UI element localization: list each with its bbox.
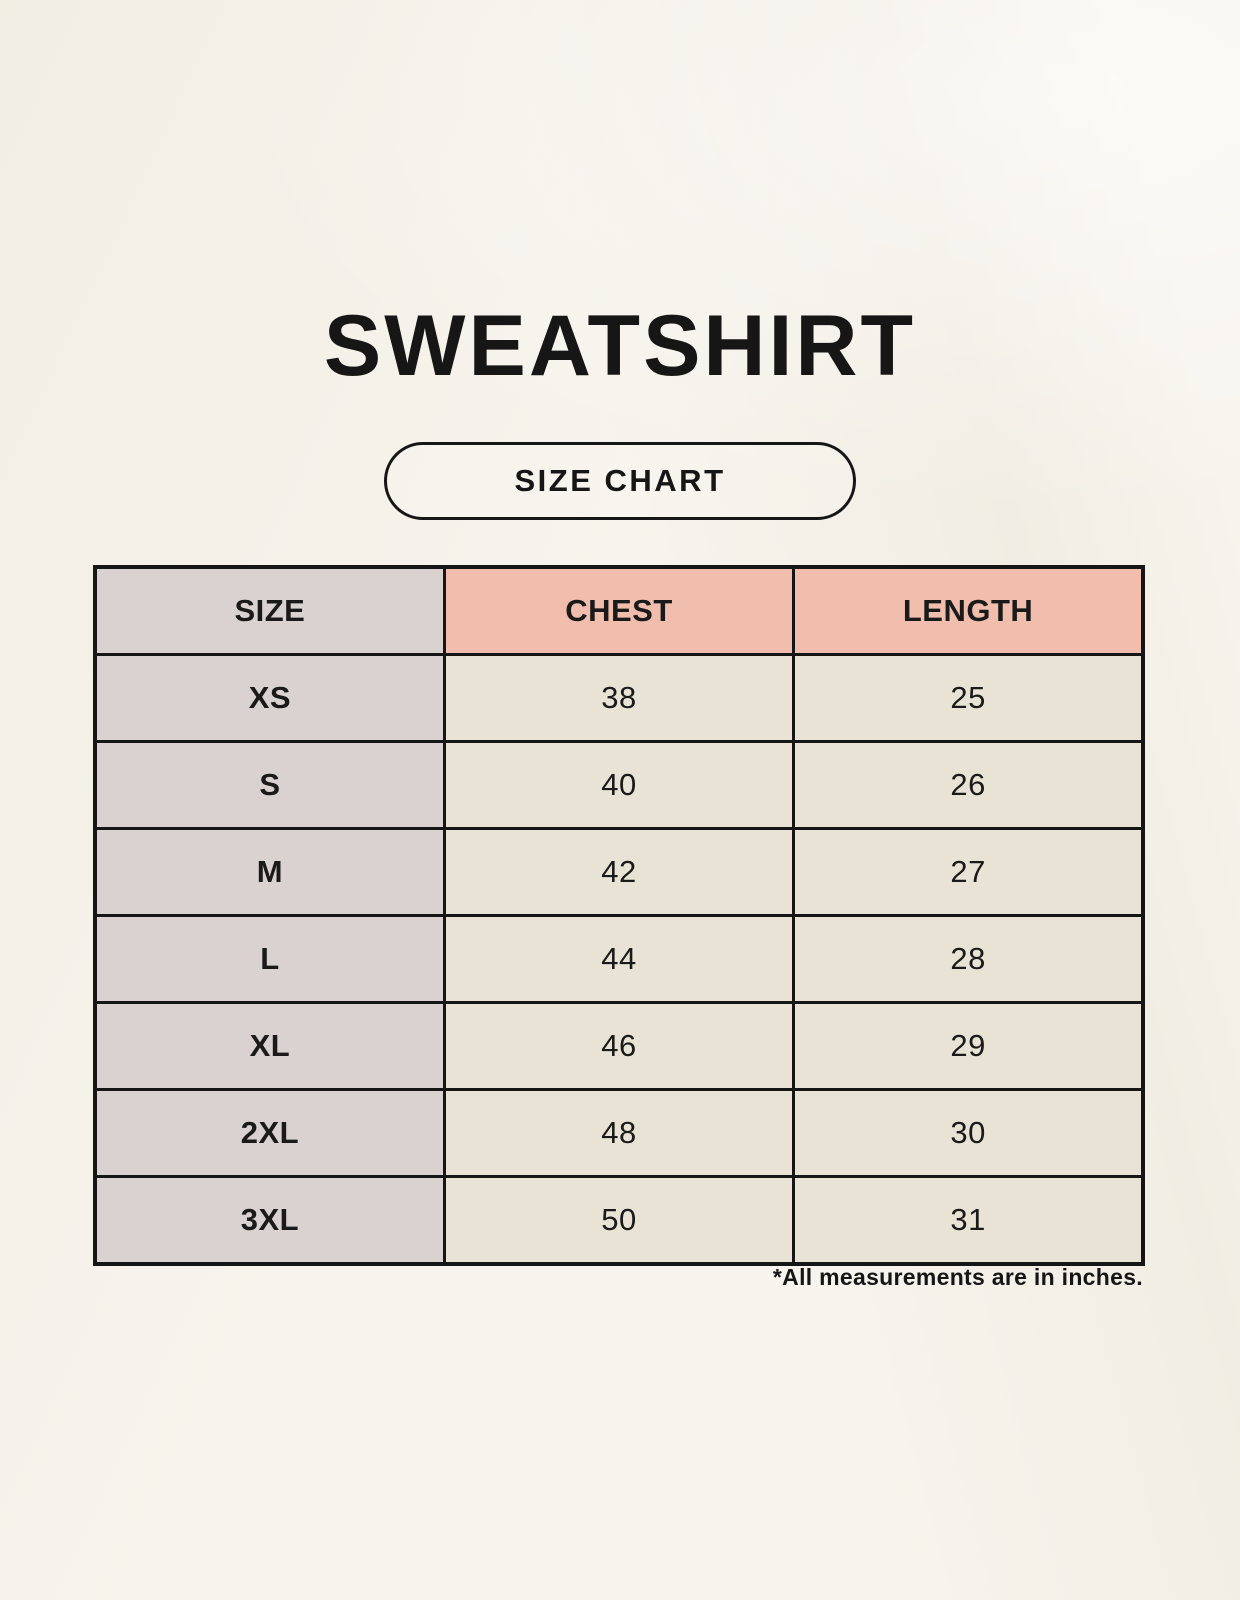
chest-value-cell: 50 <box>444 1177 793 1265</box>
length-value-cell: 30 <box>794 1090 1143 1177</box>
chest-value-cell: 48 <box>444 1090 793 1177</box>
chest-value-cell: 44 <box>444 916 793 1003</box>
table-row <box>95 655 1143 742</box>
size-label-cell: M <box>95 829 444 916</box>
table-header-row <box>95 567 1143 655</box>
length-value-cell: 29 <box>794 1003 1143 1090</box>
size-label-cell: 3XL <box>95 1177 444 1265</box>
size-label-cell: XS <box>95 655 444 742</box>
table-row <box>95 742 1143 829</box>
table-row <box>95 916 1143 1003</box>
measurements-note: *All measurements are in inches. <box>772 1264 1143 1290</box>
size-label-cell: 2XL <box>95 1090 444 1177</box>
column-header-chest: CHEST <box>444 567 793 655</box>
column-header-length: LENGTH <box>794 567 1143 655</box>
length-value-cell: 28 <box>794 916 1143 1003</box>
size-label-cell: L <box>95 916 444 1003</box>
chest-value-cell: 40 <box>444 742 793 829</box>
length-value-cell: 27 <box>794 829 1143 916</box>
table-row <box>95 1177 1143 1265</box>
length-value-cell: 31 <box>794 1177 1143 1265</box>
column-header-size: SIZE <box>95 567 444 655</box>
chest-value-cell: 42 <box>444 829 793 916</box>
chest-value-cell: 46 <box>444 1003 793 1090</box>
length-value-cell: 26 <box>794 742 1143 829</box>
length-value-cell: 25 <box>794 655 1143 742</box>
size-chart-badge[interactable] <box>384 442 856 520</box>
page-title: SWEATSHIRT <box>323 298 917 394</box>
chest-value-cell: 38 <box>444 655 793 742</box>
table-row <box>95 1003 1143 1090</box>
size-label-cell: S <box>95 742 444 829</box>
size-chart-badge-label: SIZE CHART <box>514 463 726 498</box>
table-row <box>95 1090 1143 1177</box>
size-label-cell: XL <box>95 1003 444 1090</box>
table-row <box>95 829 1143 916</box>
size-table <box>93 565 1145 1266</box>
